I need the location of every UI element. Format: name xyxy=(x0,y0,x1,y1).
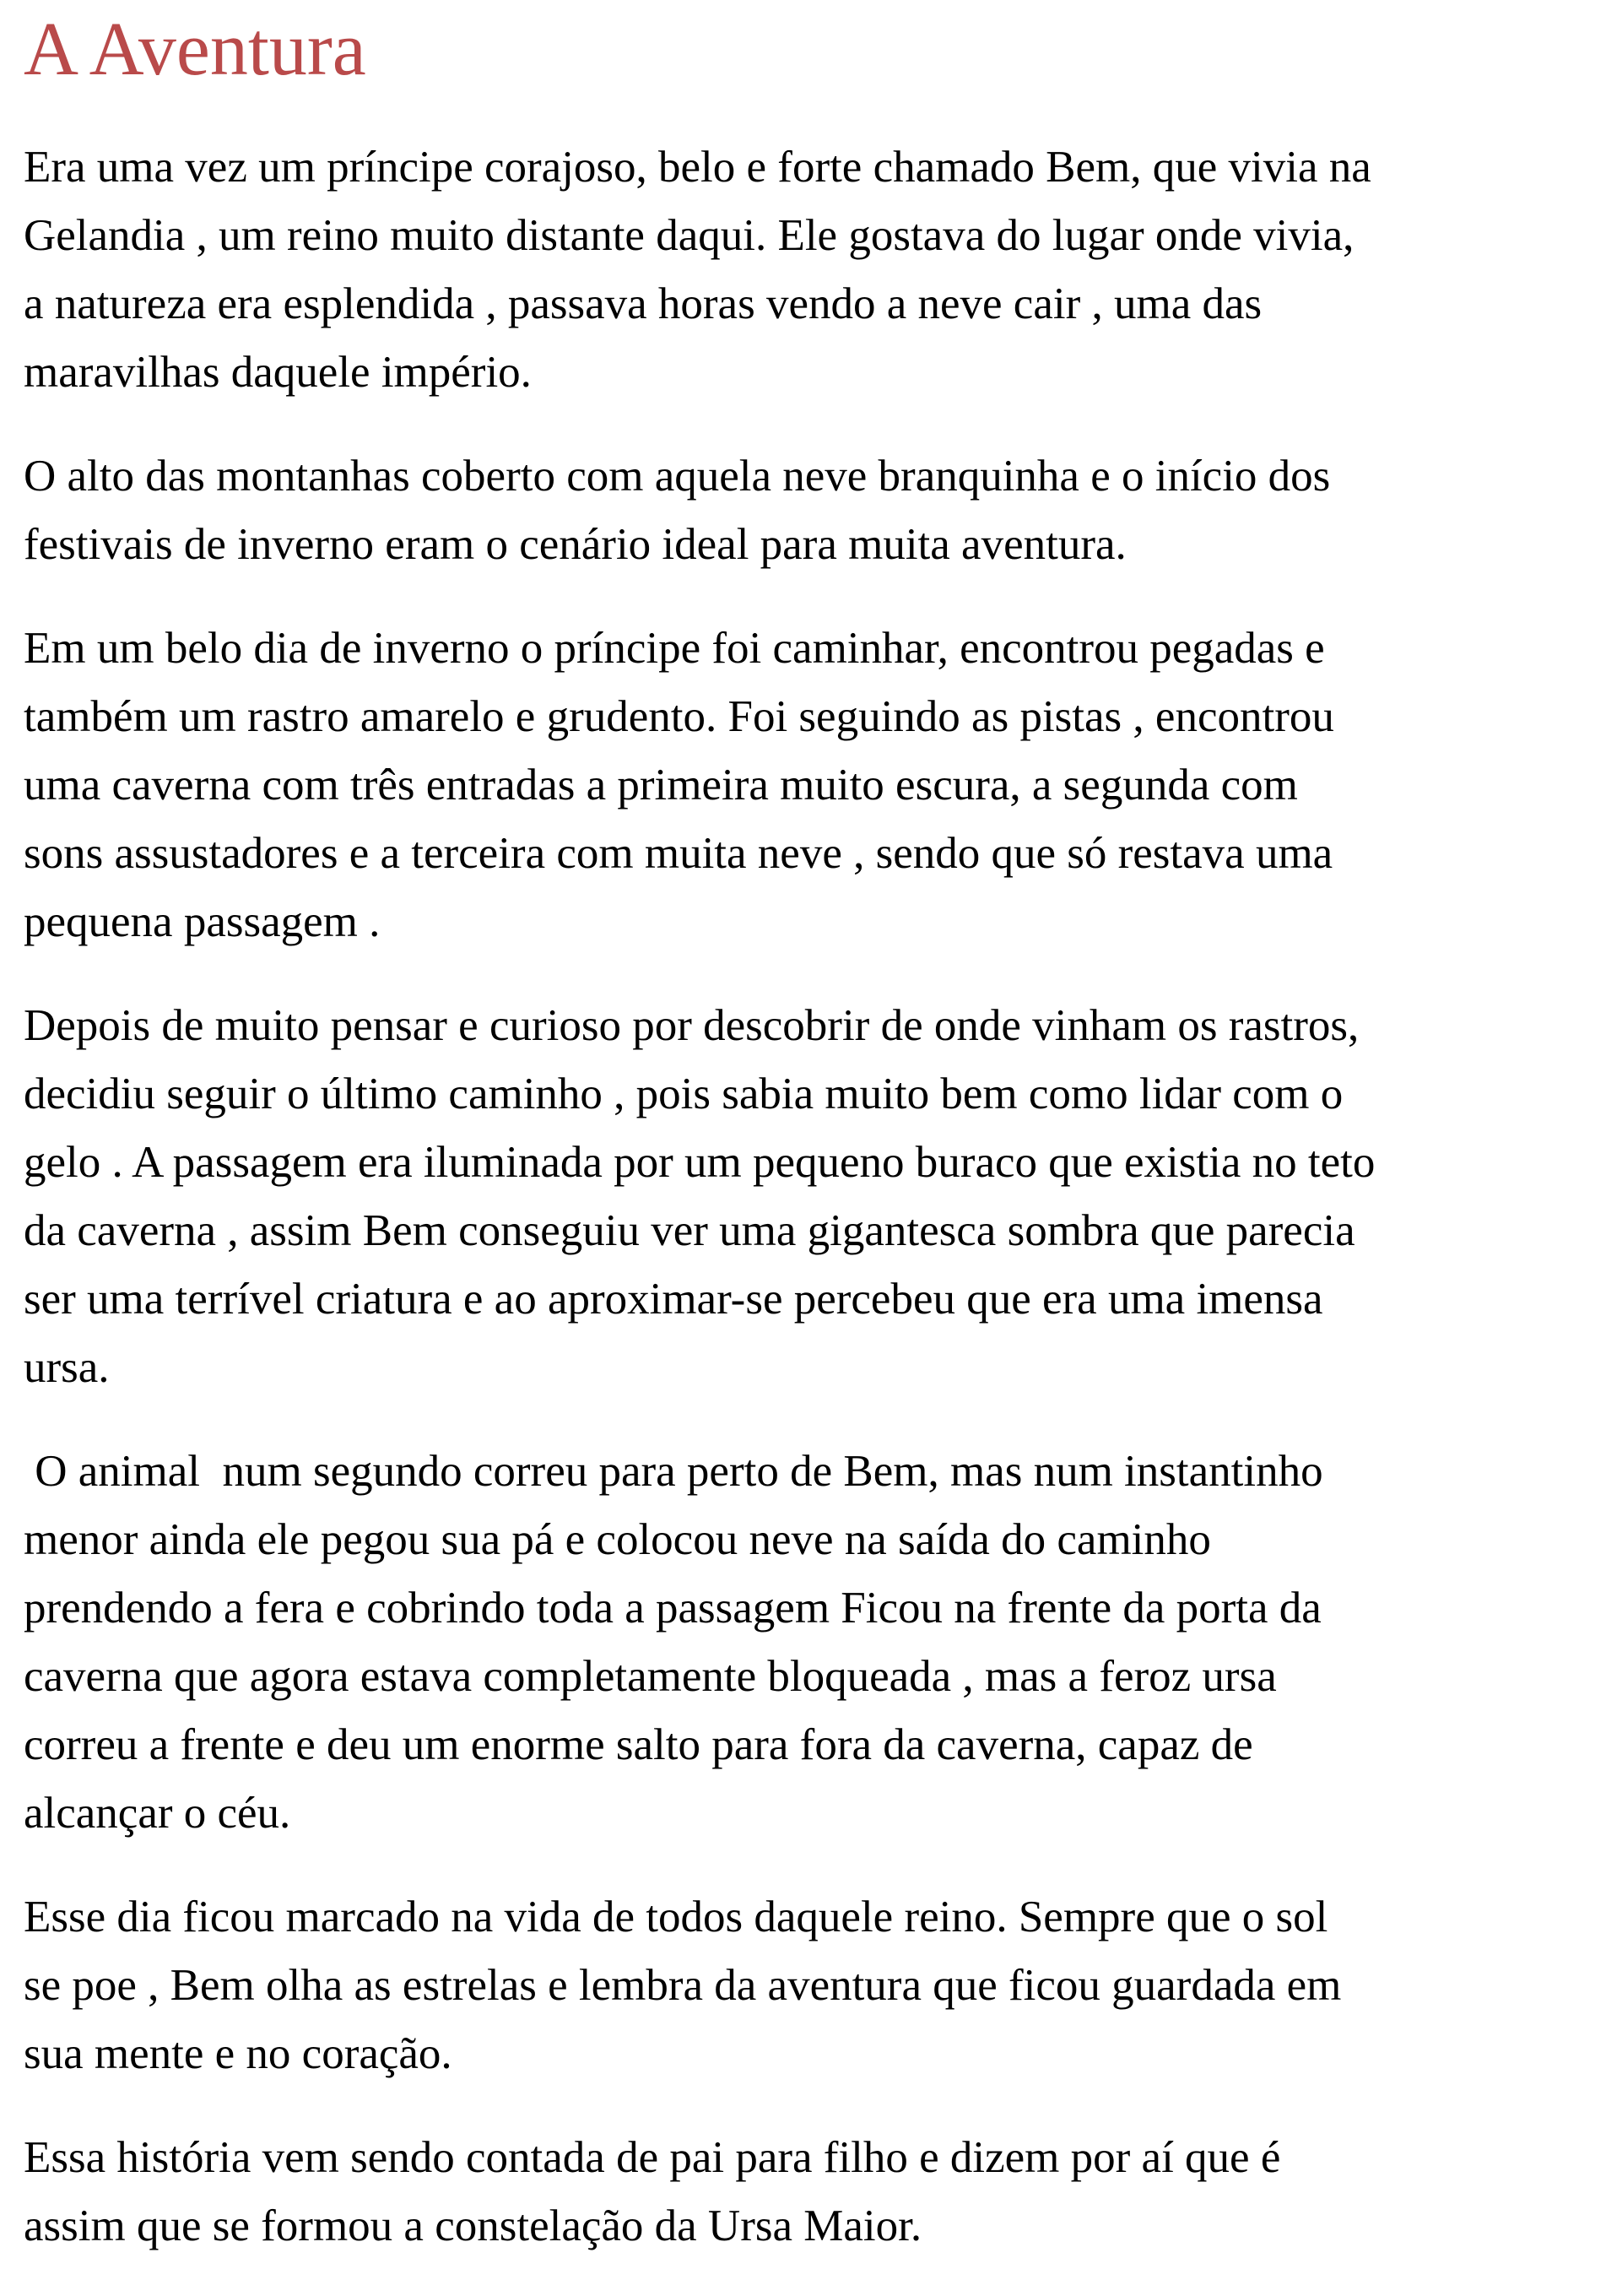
text-line: ser uma terrível criatura e ao aproximar-se percebeu que era uma imensa xyxy=(24,1275,1323,1324)
text-line: Esse dia ficou marcado na vida de todos daquele reino. Sempre que o sol xyxy=(24,1893,1328,1941)
text-line: gelo . A passagem era iluminada por um pequeno buraco que existia no teto xyxy=(24,1138,1376,1187)
text-line: maravilhas daquele império. xyxy=(24,348,532,397)
text-line: festivais de inverno eram o cenário ideal para muita aventura. xyxy=(24,520,1127,569)
text-line: ursa. xyxy=(24,1343,110,1392)
text-line: a natureza era esplendida , passava horas vendo a neve cair , uma das xyxy=(24,279,1263,328)
text-line: sua mente e no coração. xyxy=(24,2029,452,2078)
text-line: caverna que agora estava completamente bloqueada , mas a feroz ursa xyxy=(24,1652,1277,1701)
document-title: A Aventura xyxy=(24,8,366,91)
text-line: Era uma vez um príncipe corajoso, belo e forte chamado Bem, que vivia na xyxy=(24,143,1371,192)
text-line: Gelandia , um reino muito distante daqui. Ele gostava do lugar onde vivia, xyxy=(24,211,1355,260)
paragraph-5 xyxy=(24,1438,1593,1848)
text-line: assim que se formou a constelação da Ursa Maior. xyxy=(24,2201,922,2250)
text-line: uma caverna com três entradas a primeira muito escura, a segunda com xyxy=(24,761,1298,810)
text-line: decidiu seguir o último caminho , pois sabia muito bem como lidar com o xyxy=(24,1069,1344,1118)
text-line: alcançar o céu. xyxy=(24,1789,291,1838)
text-line: da caverna , assim Bem conseguiu ver uma gigantesca sombra que parecia xyxy=(24,1206,1355,1255)
paragraph-7 xyxy=(24,2124,1593,2261)
text-line: correu a frente e deu um enorme salto para fora da caverna, capaz de xyxy=(24,1720,1253,1769)
text-line: Essa história vem sendo contada de pai para filho e dizem por aí que é xyxy=(24,2133,1281,2182)
paragraph-4 xyxy=(24,992,1593,1402)
text-line: sons assustadores e a terceira com muita neve , sendo que só restava uma xyxy=(24,829,1333,878)
paragraph-1 xyxy=(24,133,1593,407)
text-line: O animal num segundo correu para perto de Bem, mas num instantinho xyxy=(24,1447,1323,1496)
text-line: menor ainda ele pegou sua pá e colocou neve na saída do caminho xyxy=(24,1515,1211,1564)
paragraph-2 xyxy=(24,442,1593,579)
text-line: prendendo a fera e cobrindo toda a passagem Ficou na frente da porta da xyxy=(24,1584,1322,1633)
paragraph-6 xyxy=(24,1883,1593,2088)
paragraph-3 xyxy=(24,615,1593,956)
text-line: Em um belo dia de inverno o príncipe foi caminhar, encontrou pegadas e xyxy=(24,624,1325,673)
document-body xyxy=(24,0,1593,2296)
text-line: O alto das montanhas coberto com aquela neve branquinha e o início dos xyxy=(24,452,1331,501)
text-line: também um rastro amarelo e grudento. Foi seguindo as pistas , encontrou xyxy=(24,692,1334,741)
text-line: se poe , Bem olha as estrelas e lembra da aventura que ficou guardada em xyxy=(24,1961,1342,2010)
text-line: pequena passagem . xyxy=(24,897,381,946)
text-line: Depois de muito pensar e curioso por descobrir de onde vinham os rastros, xyxy=(24,1001,1360,1050)
